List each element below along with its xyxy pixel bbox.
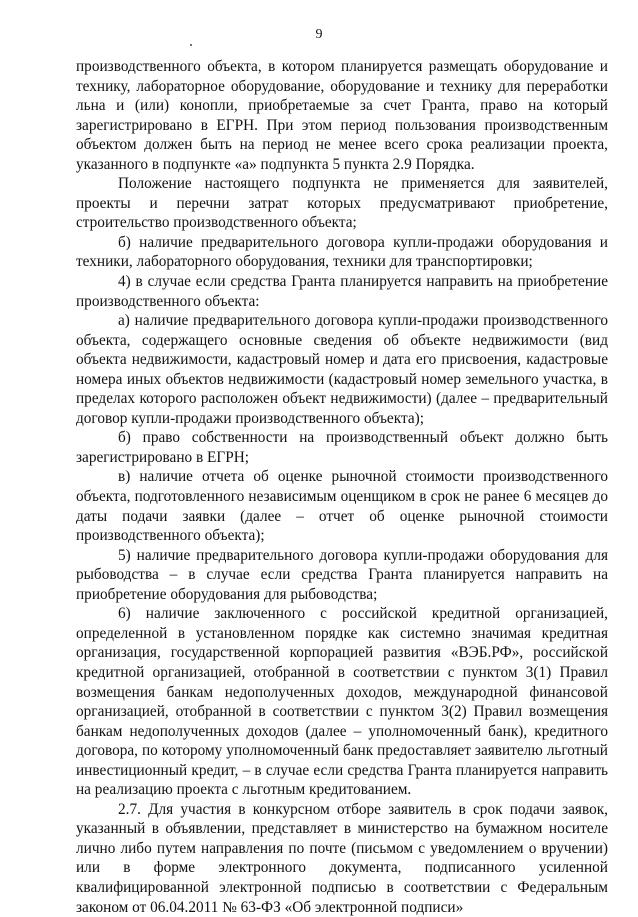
page-number: 9 xyxy=(315,27,323,42)
paragraph-item-4a: а) наличие предварительного договора купли-продажи производственного объекта, содержащего основные сведения об объекте недвижимости (вид объекта недвижимости, кадастровый номер и дата его присвоения, кадастровые номера иных объектов недвижимости (кадастровый номер земельного участка, в пределах которого расположен объект недвижимости) (далее – предварительный договор купли-продажи производственного объекта); xyxy=(76,312,608,427)
paragraph-continuation: производственного объекта, в котором планируется размещать оборудование и технику, лабораторное оборудование, оборудование и технику для переработки льна и (или) конопли, приобретаемые за счет Гранта, право на который зарегистрировано в ЕГРН. При этом период пользования производственным объектом должен быть на период не менее всего срока реализации проекта, указанного в подпункте «а» подпункта 5 пункта 2.9 Порядка. xyxy=(76,58,608,173)
paragraph-item-b-contract: б) наличие предварительного договора купли-продажи оборудования и техники, лабораторного оборудования, техники для транспортировки; xyxy=(76,233,608,271)
paragraph-provision: Положение настоящего подпункта не применяется для заявителей, проекты и перечни затрат которых предусматривают приобретение, строительство производственного объекта; xyxy=(76,175,608,232)
paragraph-item-5: 5) наличие предварительного договора купли-продажи оборудования для рыбоводства – в случае если средства Гранта планируется направить на приобретение оборудования для рыбоводства; xyxy=(76,546,608,603)
document-body xyxy=(76,57,608,917)
paragraph-item-4: 4) в случае если средства Гранта планируется направить на приобретение производственного объекта: xyxy=(76,273,608,310)
paragraph-item-2-7: 2.7. Для участия в конкурсном отборе заявитель в срок подачи заявок, указанный в объявлении, представляет в министерство на бумажном носителе лично либо путем направления по почте (письмом с уведомлением о вручении) или в форме электронного документа, подписанного усиленной квалифицированной электронной подписью в соответствии с Федеральным законом от 06.04.2011 № 63-ФЗ «Об электронной подписи» xyxy=(76,800,608,916)
paragraph-item-4v: в) наличие отчета об оценке рыночной стоимости производственного объекта, подготовленного независимым оценщиком в срок не ранее 6 месяцев до даты подачи заявки (далее – отчет об оценке рыночной стоимости производственного объекта); xyxy=(76,468,608,545)
scan-speck xyxy=(190,44,192,46)
paragraph-item-4b: б) право собственности на производственный объект должно быть зарегистрировано в ЕГРН; xyxy=(76,429,608,466)
paragraph-item-6: 6) наличие заключенного с российской кредитной организацией, определенной в установленном порядке как системно значимая кредитная организация, государственной корпорацией развития «ВЭБ.РФ», российской кредитной организацией, отобранной в соответствии с пунктом 3(1) Правил возмещения банкам недополученных доходов, международной финансовой организацией, отобранной в соответствии с пунктом 3(2) Правил возмещения банкам недополученных доходов (далее – уполномоченный банк), кредитного договора, по которому уполномоченный банк предоставляет заявителю льготный инвестиционный кредит, – в случае если средства Гранта планируется направить на реализацию проекта с льготным кредитованием. xyxy=(76,605,608,799)
